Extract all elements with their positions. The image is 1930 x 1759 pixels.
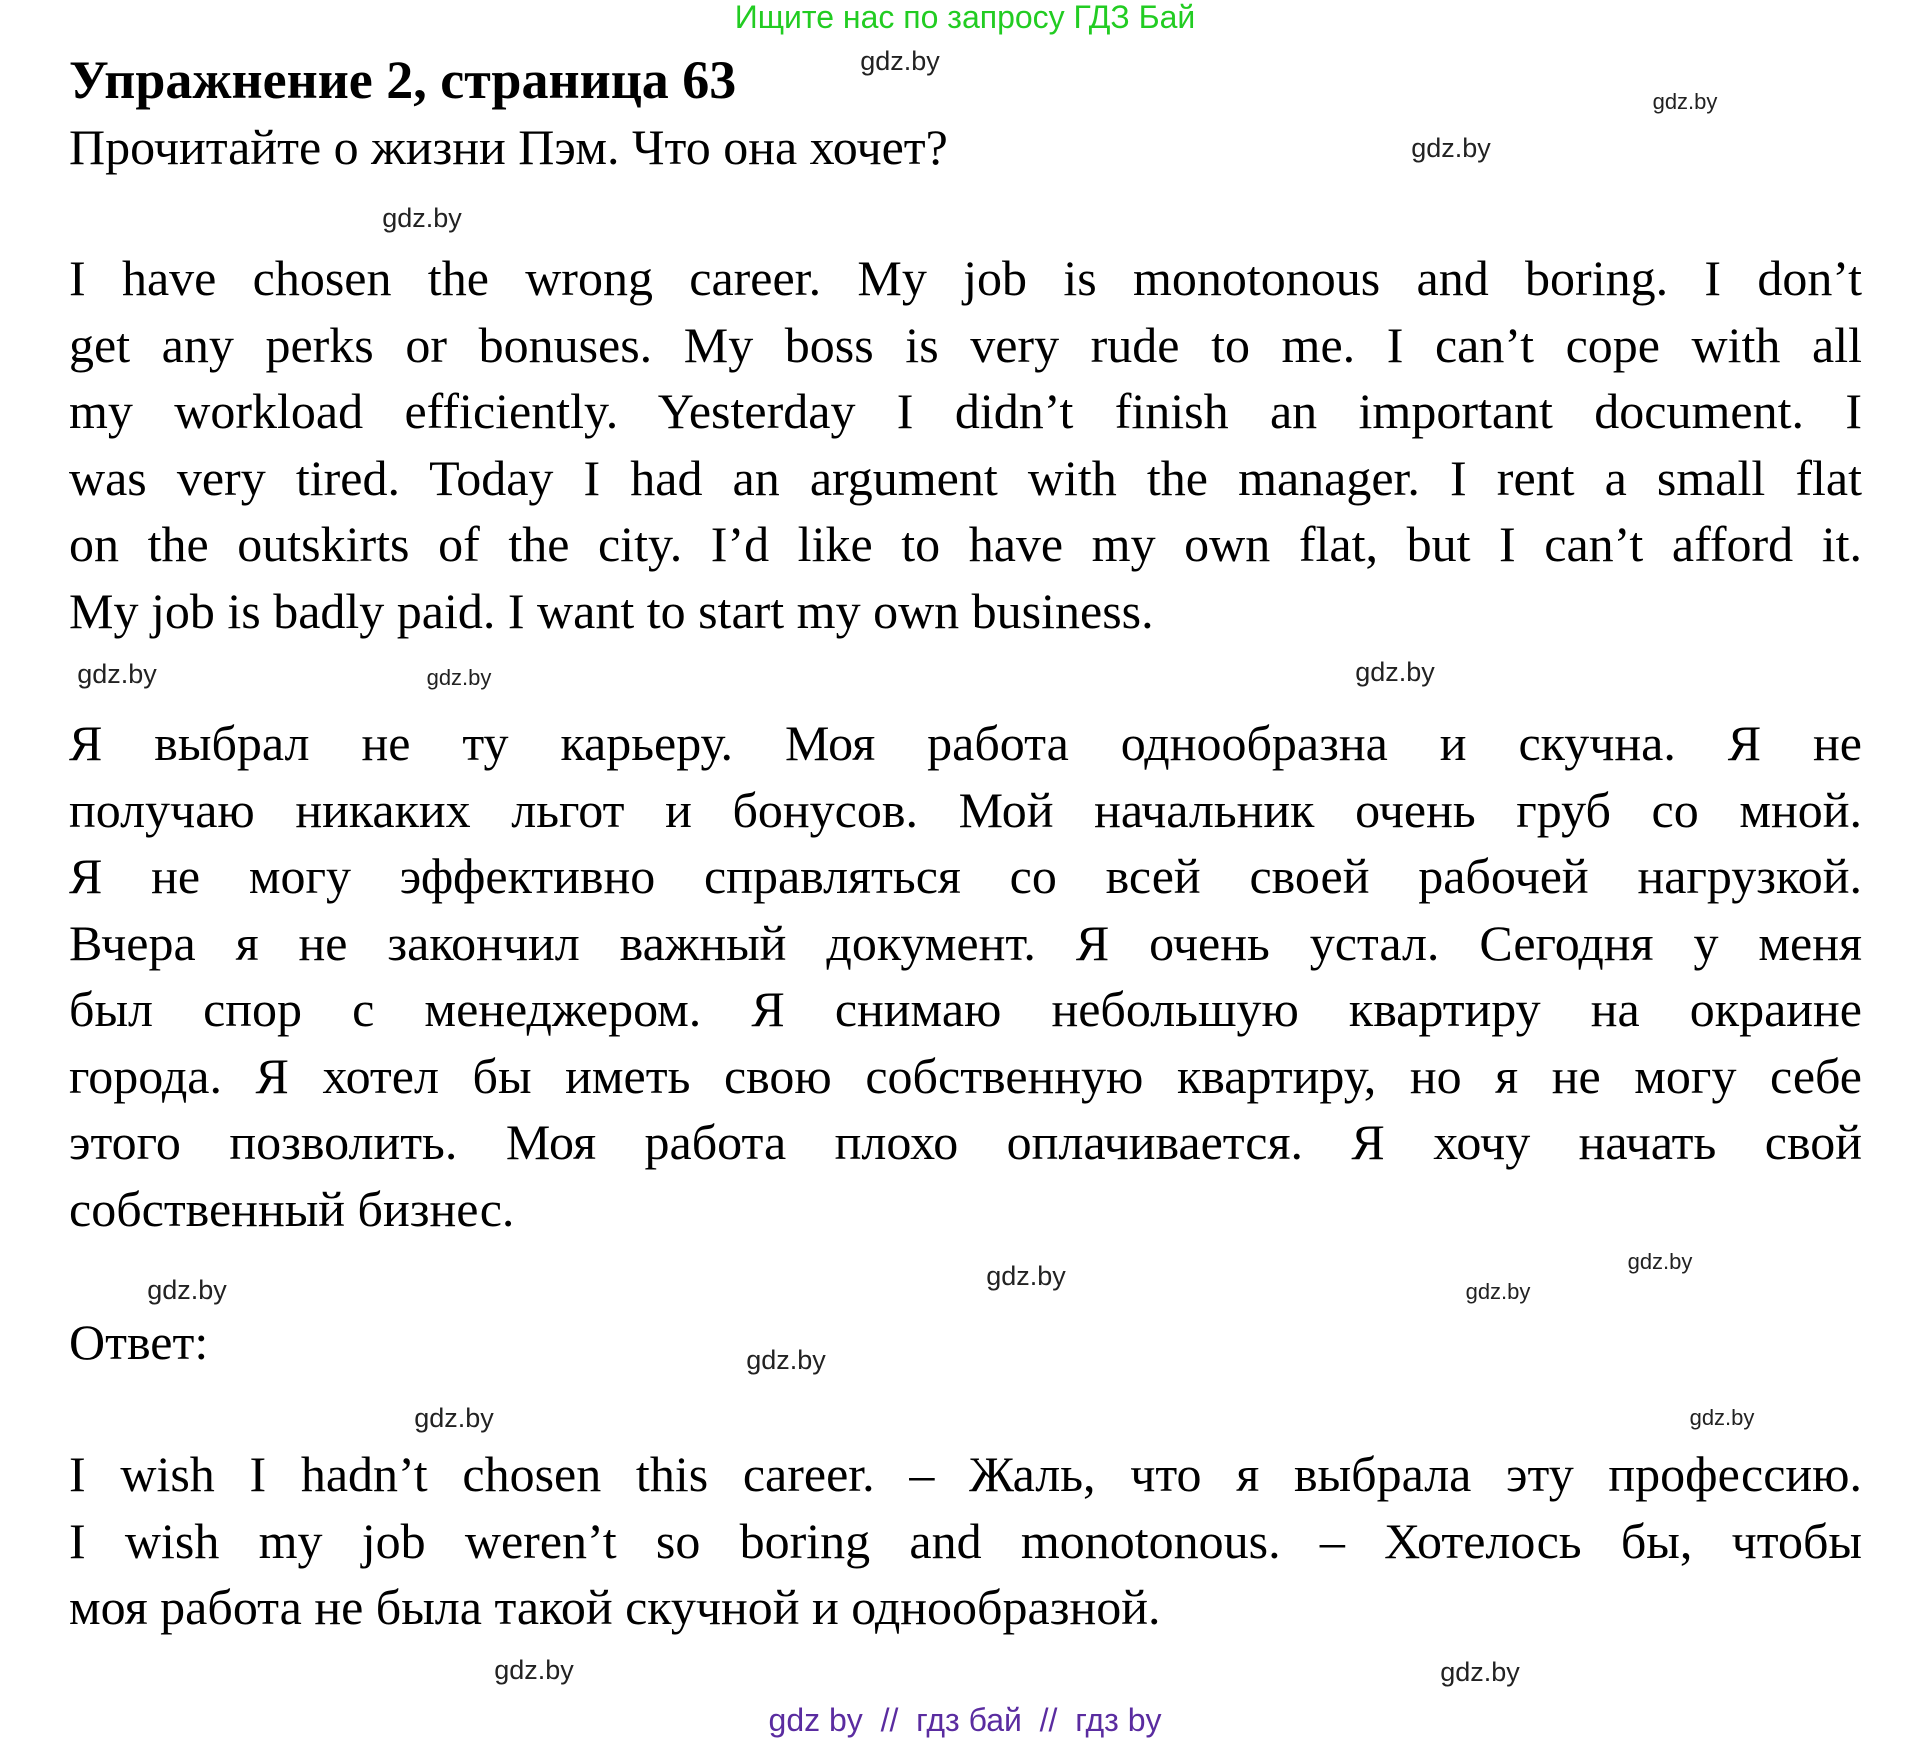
- text-line: I wish I hadn’t chosen this career. – Жаль, что я выбрала эту профессию.: [69, 1446, 1862, 1502]
- watermark: gdz.by: [860, 46, 940, 76]
- text-line: on the outskirts of the city. I’d like to have my own flat, but I can’t afford it.: [69, 516, 1862, 572]
- answer-label: Ответ:: [69, 1314, 209, 1370]
- watermark: gdz.by: [1411, 133, 1491, 163]
- text-line: was very tired. Today I had an argument with the manager. I rent a small flat: [69, 449, 1862, 506]
- text-line: my workload efficiently. Yesterday I didn’t finish an important document. I: [69, 383, 1862, 439]
- text-line: был спор с менеджером. Я снимаю небольшую квартиру на окраине: [69, 981, 1862, 1037]
- search-banner: Ищите нас по запросу ГДЗ Бай: [734, 0, 1196, 35]
- watermark: gdz.by: [1440, 1657, 1520, 1687]
- text-line: получаю никаких льгот и бонусов. Мой начальник очень груб со мной.: [69, 781, 1862, 838]
- text-line: Вчера я не закончил важный документ. Я очень устал. Сегодня у меня: [69, 914, 1862, 971]
- text-line: get any perks or bonuses. My boss is very rude to me. I can’t cope with all: [69, 316, 1862, 373]
- text-line: моя работа не была такой скучной и однообразной.: [69, 1579, 1161, 1635]
- text-line: I have chosen the wrong career. My job is monotonous and boring. I don’t: [69, 250, 1862, 306]
- watermark: gdz.by: [414, 1403, 494, 1433]
- text-line: Я выбрал не ту карьеру. Моя работа однообразна и скучна. Я не: [69, 715, 1862, 771]
- watermark: gdz.by: [746, 1345, 826, 1375]
- watermark: gdz.by: [77, 659, 157, 689]
- watermark: gdz.by: [1689, 1405, 1755, 1430]
- text-line: My job is badly paid. I want to start my own business.: [69, 582, 1154, 639]
- text-line: этого позволить. Моя работа плохо оплачивается. Я хочу начать свой: [69, 1114, 1862, 1170]
- watermark: gdz.by: [1627, 1249, 1693, 1274]
- answer-paragraph: [69, 1441, 1862, 1641]
- text-line: города. Я хотел бы иметь свою собственную квартиру, но я не могу себе: [69, 1047, 1862, 1104]
- watermark: gdz.by: [382, 203, 462, 233]
- page-title: Упражнение 2, страница 63: [69, 50, 737, 110]
- footer-links: gdz by // гдз бай // гдз by: [768, 1702, 1162, 1738]
- watermark: gdz.by: [1465, 1279, 1531, 1304]
- watermark: gdz.by: [426, 665, 492, 690]
- text-line: Я не могу эффективно справляться со всей своей рабочей нагрузкой.: [69, 848, 1862, 904]
- task-instruction: Прочитайте о жизни Пэм. Что она хочет?: [69, 119, 948, 175]
- watermark: gdz.by: [986, 1261, 1066, 1291]
- watermark: gdz.by: [1652, 89, 1718, 114]
- watermark: gdz.by: [147, 1275, 227, 1305]
- watermark: gdz.by: [1355, 657, 1435, 687]
- text-line: I wish my job weren’t so boring and monotonous. – Хотелось бы, чтобы: [69, 1512, 1862, 1569]
- text-line: собственный бизнес.: [69, 1180, 515, 1237]
- russian-paragraph: [69, 710, 1862, 1242]
- watermark: gdz.by: [494, 1655, 574, 1685]
- english-paragraph: [69, 245, 1862, 644]
